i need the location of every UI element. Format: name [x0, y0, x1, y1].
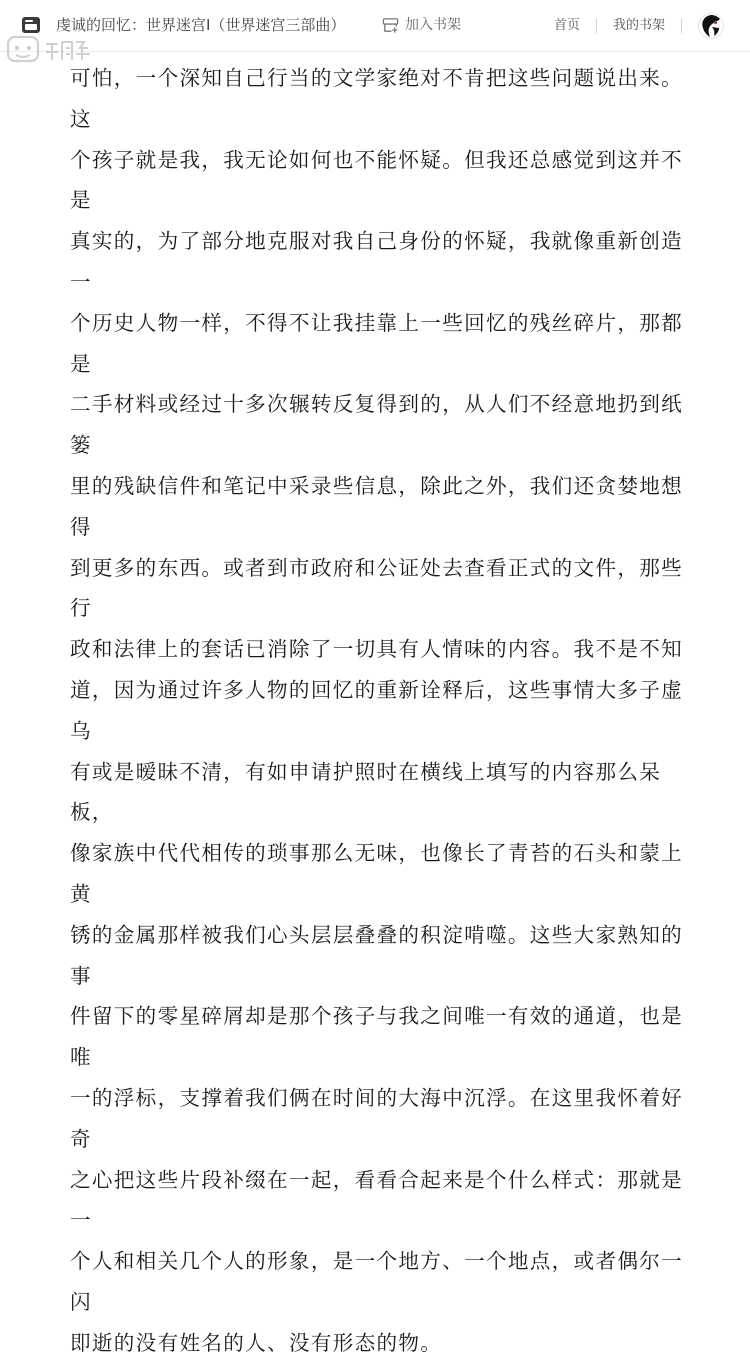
- book-title[interactable]: 虔诚的回忆：世界迷宫I（世界迷宫三部曲）: [56, 16, 346, 34]
- nav-home-link[interactable]: 首页: [553, 18, 580, 33]
- book-icon: [21, 15, 41, 35]
- top-nav: [554, 13, 724, 39]
- add-to-shelf-button[interactable]: [382, 15, 461, 35]
- nav-divider: [596, 19, 597, 33]
- avatar-image: [698, 13, 724, 39]
- reader-content: [70, 58, 690, 1364]
- add-to-shelf-label: 加入书架: [405, 17, 461, 33]
- chapter-paragraph: 可怕，一个深知自己行当的文学家绝对不肯把这些问题说出来。这 个孩子就是我，我无论如何也不能怀疑。但我还总感觉到这并不是 真实的，为了部分地克服对我自己身份的怀疑，我就像重新创造一 个历史人物一样，不得不让我挂靠上一些回忆的残丝碎片，那都是 二手材料或经过十多次辗转反复得到的，从人们不经意地扔到纸篓 里的残缺信件和笔记中采录些信息，除此之外，我们还贪婪地想得 到更多的东西。或者到市政府和公证处去查看正式的文件，那些行 政和法律上的套话已消除了一切具有人情味的内容。我不是不知 道，因为通过许多人物的回忆的重新诠释后，这些事情大多子虚乌 有或是暧昧不清，有如申请护照时在横线上填写的内容那么呆板， 像家族中代代相传的琐事那么无味，也像长了青苔的石头和蒙上黄 锈的金属那样被我们心头层层叠叠的积淀啃噬。这些大家熟知的事 件留下的零星碎屑却是那个孩子与我之间唯一有效的通道，也是唯 一的浮标，支撑着我们俩在时间的大海中沉浮。在这里我怀着好奇 之心把这些片段补缀在一起，看看合起来是个什么样式：那就是一 个人和相关几个人的形象，是一个地方、一个地点，或者偶尔一闪 即逝的没有姓名的人、没有形态的物。: [70, 66, 684, 1355]
- bookshelf-add-icon: [382, 17, 399, 34]
- top-bar: [0, 0, 750, 52]
- user-avatar[interactable]: [698, 13, 724, 39]
- nav-divider: [681, 19, 682, 33]
- nav-my-shelf-link[interactable]: 我的书架: [612, 18, 665, 33]
